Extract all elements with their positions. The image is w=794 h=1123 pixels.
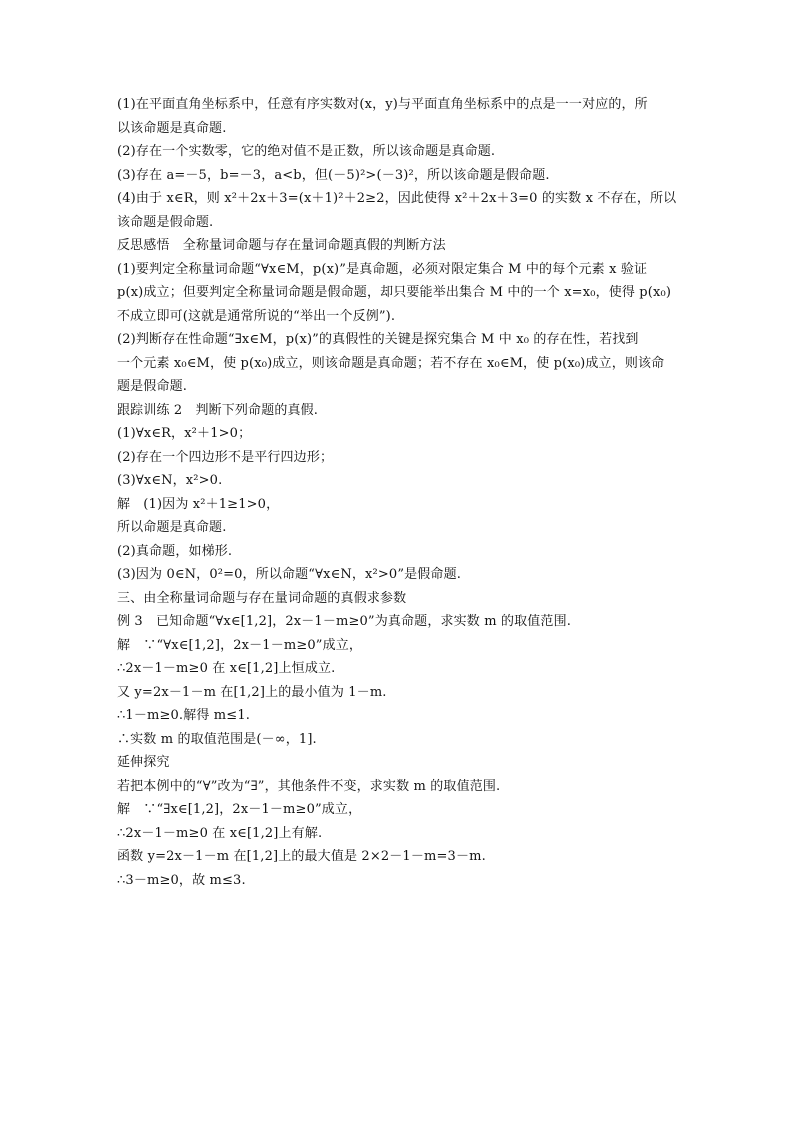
text-line: ∴1－m≥0.解得 m≤1. bbox=[117, 708, 251, 723]
section-heading: 反思感悟 全称量词命题与存在量词命题真假的判断方法 bbox=[117, 238, 446, 253]
text-line: 题是假命题. bbox=[117, 379, 188, 394]
text-line: p(x)成立；但要判定全称量词命题是假命题，却只要能举出集合 M 中的一个 x=x₀，使得 p(x₀) bbox=[117, 285, 672, 300]
text-line: ∴2x－1－m≥0 在 x∈[1,2]上有解. bbox=[117, 825, 323, 841]
text-line: 一个元素 x₀∈M，使 p(x₀)成立，则该命题是真命题；若不存在 x₀∈M，使 p(x₀)成立，则该命 bbox=[117, 355, 665, 371]
section-heading: 三、由全称量词命题与存在量词命题的真假求参数 bbox=[117, 590, 407, 606]
text-line: 解 ∵“∀x∈[1,2]，2x－1－m≥0”成立， bbox=[117, 637, 363, 653]
text-line: (1)在平面直角坐标系中，任意有序实数对(x，y)与平面直角坐标系中的点是一一对应的，所 bbox=[117, 97, 648, 112]
text-line: 又 y=2x－1－m 在[1,2]上的最小值为 1－m. bbox=[117, 684, 387, 700]
section-heading: 延伸探究 bbox=[117, 755, 170, 770]
text-line: 不成立即可(这就是通常所说的“举出一个反例”). bbox=[117, 308, 396, 324]
text-line: (2)存在一个实数零，它的绝对值不是正数，所以该命题是真命题. bbox=[117, 144, 496, 159]
text-line: 以该命题是真命题. bbox=[117, 120, 227, 136]
text-line: 解 (1)因为 x²＋1≥1>0， bbox=[117, 496, 280, 512]
text-line: (3)∀x∈N，x²>0. bbox=[117, 473, 223, 488]
text-line: (1)要判定全称量词命题“∀x∈M，p(x)”是真命题，必须对限定集合 M 中的每个元素 x 验证 bbox=[117, 261, 648, 277]
text-line: 该命题是假命题. bbox=[117, 214, 214, 230]
section-heading: 跟踪训练 2 判断下列命题的真假. bbox=[117, 402, 319, 418]
text-line: ∴2x－1－m≥0 在 x∈[1,2]上恒成立. bbox=[117, 661, 336, 676]
text-line: (1)∀x∈R，x²＋1>0； bbox=[117, 426, 252, 441]
text-line: (2)存在一个四边形不是平行四边形； bbox=[117, 449, 334, 465]
document-body bbox=[117, 93, 682, 892]
text-line: 所以命题是真命题. bbox=[117, 520, 227, 535]
text-line: ∴3－m≥0，故 m≤3. bbox=[117, 872, 246, 888]
text-line: 例 3 已知命题“∀x∈[1,2]，2x－1－m≥0”为真命题，求实数 m 的取值范围. bbox=[117, 614, 572, 629]
text-line: (4)由于 x∈R，则 x²＋2x＋3=(x＋1)²＋2≥2，因此使得 x²＋2x＋3=0 的实数 x 不存在，所以 bbox=[117, 191, 677, 206]
text-line: (2)判断存在性命题“∃x∈M，p(x)”的真假性的关键是探究集合 M 中 x₀ 的存在性，若找到 bbox=[117, 332, 639, 347]
text-line: 函数 y=2x－1－m 在[1,2]上的最大值是 2×2－1－m=3－m. bbox=[117, 849, 486, 864]
text-line: (3)因为 0∈N，0²=0，所以命题“∀x∈N，x²>0”是假命题. bbox=[117, 567, 462, 582]
text-line: (2)真命题，如梯形. bbox=[117, 543, 233, 559]
text-line: 若把本例中的“∀”改为“∃”，其他条件不变，求实数 m 的取值范围. bbox=[117, 778, 501, 794]
text-line: (3)存在 a=－5，b=－3，a<b，但(－5)²>(－3)²，所以该命题是假命题. bbox=[117, 167, 550, 183]
text-line: 解 ∵“∃x∈[1,2]，2x－1－m≥0”成立， bbox=[117, 802, 362, 817]
text-line: ∴实数 m 的取值范围是(－∞，1]. bbox=[117, 731, 317, 747]
